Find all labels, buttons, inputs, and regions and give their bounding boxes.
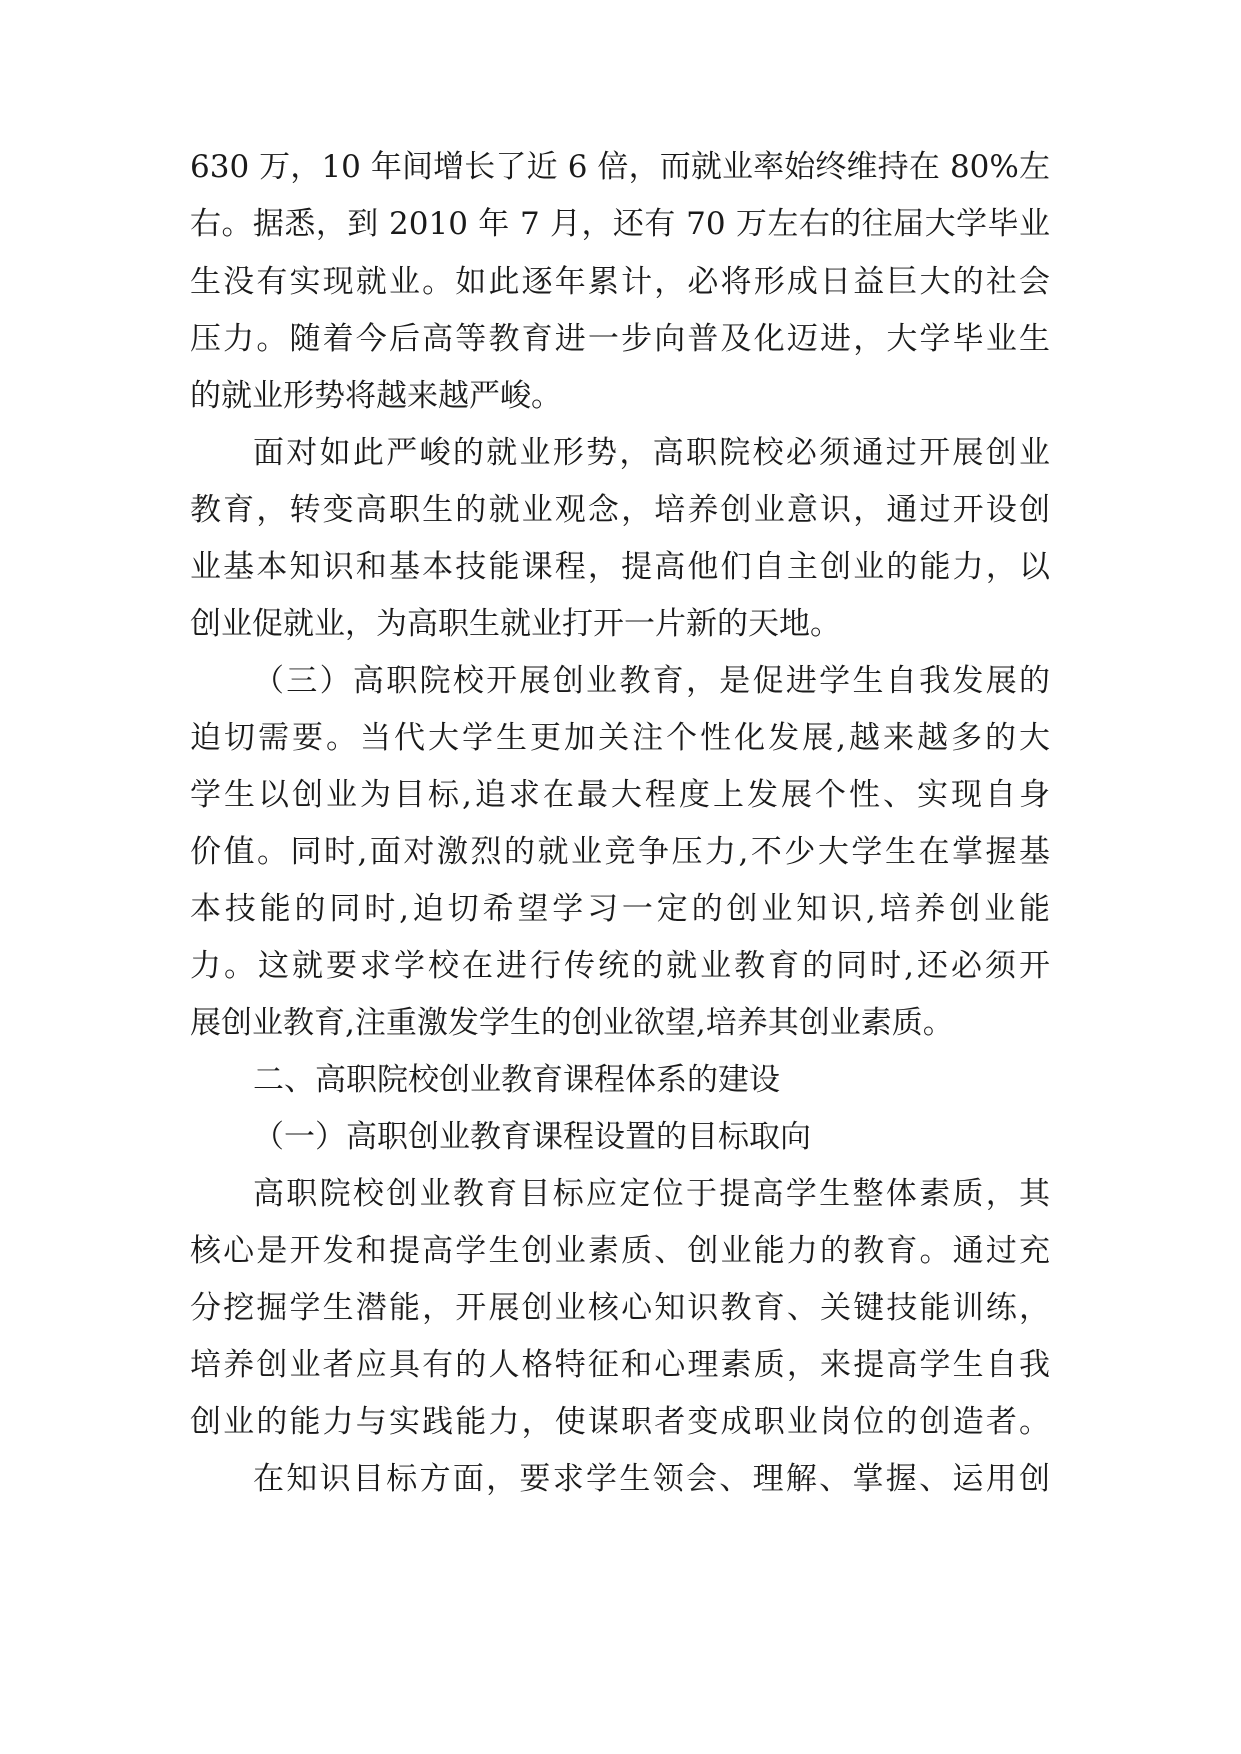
- body-text-line: 业基本知识和基本技能课程，提高他们自主创业的能力，以: [190, 549, 1050, 585]
- paragraph-first-line: （三）高职院校开展创业教育，是促进学生自我发展的: [253, 663, 1050, 699]
- body-text-line: 教育，转变高职生的就业观念，培养创业意识，通过开设创: [190, 492, 1050, 528]
- body-text-line: 核心是开发和提高学生创业素质、创业能力的教育。通过充: [190, 1233, 1050, 1269]
- body-text-line: 迫切需要。当代大学生更加关注个性化发展,越来越多的大: [190, 720, 1050, 756]
- body-text-line: 展创业教育,注重激发学生的创业欲望,培养其创业素质。: [190, 1005, 954, 1041]
- body-text-line: 分挖掘学生潜能，开展创业核心知识教育、关键技能训练，: [190, 1290, 1050, 1326]
- body-text-line: 生没有实现就业。如此逐年累计，必将形成日益巨大的社会: [190, 264, 1050, 300]
- body-text-line: 创业的能力与实践能力，使谋职者变成职业岗位的创造者。: [190, 1404, 1050, 1440]
- body-text-line: 价值。同时,面对激烈的就业竞争压力,不少大学生在掌握基: [190, 834, 1050, 870]
- body-text-line: 学生以创业为目标,追求在最大程度上发展个性、实现自身: [190, 777, 1050, 813]
- body-text-line: 力。这就要求学校在进行传统的就业教育的同时,还必须开: [190, 948, 1050, 984]
- paragraph-first-line: 高职院校创业教育目标应定位于提高学生整体素质，其: [253, 1176, 1050, 1212]
- paragraph-first-line: 面对如此严峻的就业形势，高职院校必须通过开展创业: [253, 435, 1050, 471]
- body-text-line: 创业促就业，为高职生就业打开一片新的天地。: [190, 606, 841, 642]
- body-text-line: 压力。随着今后高等教育进一步向普及化迈进，大学毕业生: [190, 321, 1050, 357]
- body-text-line: 的就业形势将越来越严峻。: [190, 378, 562, 414]
- body-text-line: 培养创业者应具有的人格特征和心理素质，来提高学生自我: [190, 1347, 1050, 1383]
- paragraph-first-line: 在知识目标方面，要求学生领会、理解、掌握、运用创: [253, 1461, 1050, 1497]
- section-heading: 二、高职院校创业教育课程体系的建设: [253, 1062, 780, 1098]
- body-text-line: 630 万，10 年间增长了近 6 倍，而就业率始终维持在 80%左: [190, 149, 1050, 185]
- body-text-line: 本技能的同时,迫切希望学习一定的创业知识,培养创业能: [190, 891, 1050, 927]
- body-text-line: 右。据悉，到 2010 年 7 月，还有 70 万左右的往届大学毕业: [190, 206, 1050, 242]
- subsection-heading: （一）高职创业教育课程设置的目标取向: [253, 1119, 811, 1155]
